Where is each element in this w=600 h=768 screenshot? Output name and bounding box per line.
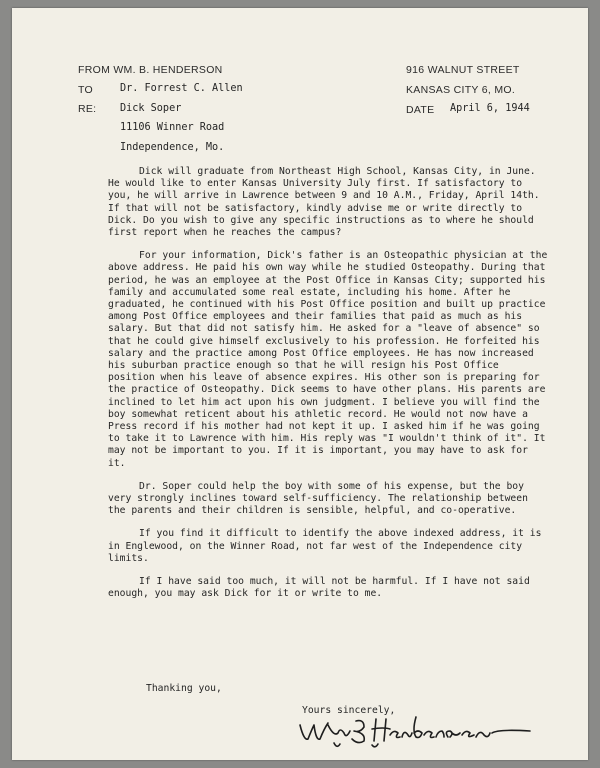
re-label: RE: [78, 103, 97, 115]
handwritten-signature [294, 711, 544, 751]
paragraph-3: Dr. Soper could help the boy with some of his expense, but the boy very strongly inclines toward self-sufficiency. The relationship between the parents and their children is sensible, helpful, and co-operative. [108, 480, 528, 517]
letter-page [12, 8, 588, 760]
date-label: DATE [406, 104, 435, 116]
sender-street: 916 WALNUT STREET [406, 64, 520, 76]
from-line: FROM WM. B. HENDERSON [78, 64, 223, 76]
re-name: Dick Soper [120, 103, 182, 114]
to-label: TO [78, 84, 93, 96]
sender-city: KANSAS CITY 6, MO. [406, 84, 516, 96]
closing: Thanking you, [146, 683, 222, 694]
paragraph-5: If I have said too much, it will not be harmful. If I have not said enough, you may ask Dick for it or write to me. [108, 576, 530, 600]
paragraph-4: If you find it difficult to identify the above indexed address, it is in Englewood, on the Winner Road, not far west of the Independence city limits. [108, 528, 542, 564]
recipient: Dr. Forrest C. Allen [120, 83, 243, 94]
complimentary-close: Yours sincerely, [302, 705, 396, 716]
re-address-line2: Independence, Mo. [120, 142, 225, 153]
letter-body [108, 166, 548, 612]
paragraph-1: Dick will graduate from Northeast High School, Kansas City, in June. He would like to enter Kansas University July first. If satisfactory to you, he will arrive in Lawrence between 9 and 10 A.M., Friday, April 14th. If that will not be satisfactory, kindly advise me or write directly to Dick. Do you wish to give any specific instructions as to where he should first report when he reaches the campus? [108, 166, 540, 239]
re-address-line1: 11106 Winner Road [120, 122, 225, 133]
paragraph-2: For your information, Dick's father is an Osteopathic physician at the above address. He paid his own way while he studied Osteopathy. During that period, he was an employee at the Post Office in Kansas City; supported his family and accumulated some real estate, including his home. After he graduated, he continued with his Post Office position and built up practice among Post Office employees and their families that paid as much as his salary. But that did not satisfy him. He asked for a "leave of absence" so that he could give himself exclusively to his profession. He forfeited his salary and the practice among Post Office employees. He has now increased his suburban practice enough so that he will resign his Post Office position when his leave of absence expires. His other son is preparing for the practice of Osteopathy. Dick seems to have other plans. His parents are inclined to let him act upon his own judgment. I believe you will find the boy somewhat reticent about his athletic record. He would not now have a Press record if his mother had not kept it up. I asked him if he was going to take it to Lawrence with him. His reply was "I wouldn't think of it". It may not be important to you. If it is important, you may have to ask for it. [108, 250, 548, 469]
letter-date: April 6, 1944 [450, 103, 530, 114]
